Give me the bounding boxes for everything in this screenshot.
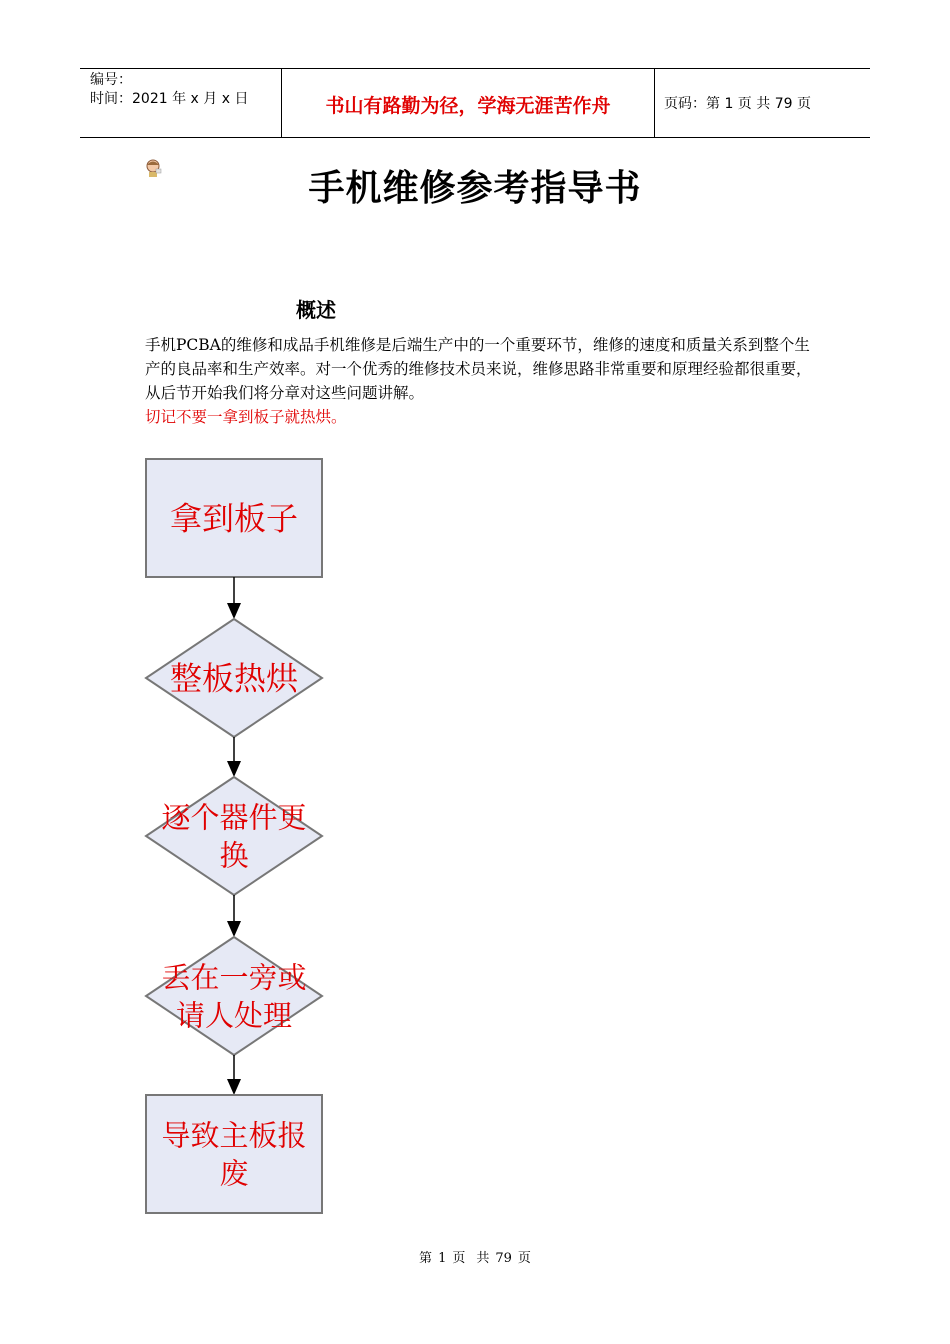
flow-arrowhead [227,921,241,937]
page-footer [0,1247,950,1266]
header-meta [90,71,248,109]
footer-current-page: 1 [438,1251,447,1266]
page-header [80,68,870,138]
footer-word: 第 [419,1251,433,1266]
flow-node-label: 整板热烘 [169,659,299,698]
flow-diamond [146,937,322,1055]
flow-box [146,1095,322,1213]
header-motto: 书山有路勤为径，学海无涯苦作舟 [325,95,611,117]
warning-text: 切记不要一拿到板子就热烘。 [145,408,347,426]
footer-word: 共 [476,1251,490,1266]
footer-word: 页 [517,1251,531,1266]
flow-node-label: 丢在一旁或 [161,960,307,995]
flow-arrowhead [227,761,241,777]
footer-word: 页 [452,1251,466,1266]
document-title: 手机维修参考指导书 [308,167,642,209]
flow-diamond [146,777,322,895]
flow-node-label: 逐个器件更 [161,800,307,835]
intro-paragraph [145,333,825,429]
flow-arrowhead [227,1079,241,1095]
section-title: 概述 [296,298,336,322]
header-page-label: 页码：第 1 页 共 79 页 [664,96,811,112]
header-divider [654,69,655,137]
time-label: 时间：2021 年 x 月 x 日 [90,91,249,107]
flow-node-label: 废 [219,1156,249,1191]
intro-text: 手机PCBA的维修和成品手机维修是后端生产中的一个重要环节，维修的速度和质量关系到整个生产的良品率和生产效率。对一个优秀的维修技术员来说，维修思路非常重要和原理经验都很重要，从后节开始我们将分章对这些问题讲解。 [145,336,812,402]
number-label: 编号： [90,72,132,88]
footer-total-pages: 79 [495,1251,512,1266]
flow-node-label: 拿到板子 [169,499,299,538]
flow-node-label: 导致主板报 [161,1118,307,1153]
repair-flowchart [140,455,340,1225]
flow-node-label: 换 [219,838,249,873]
flow-node-label: 请人处理 [175,998,293,1033]
flow-arrowhead [227,603,241,619]
